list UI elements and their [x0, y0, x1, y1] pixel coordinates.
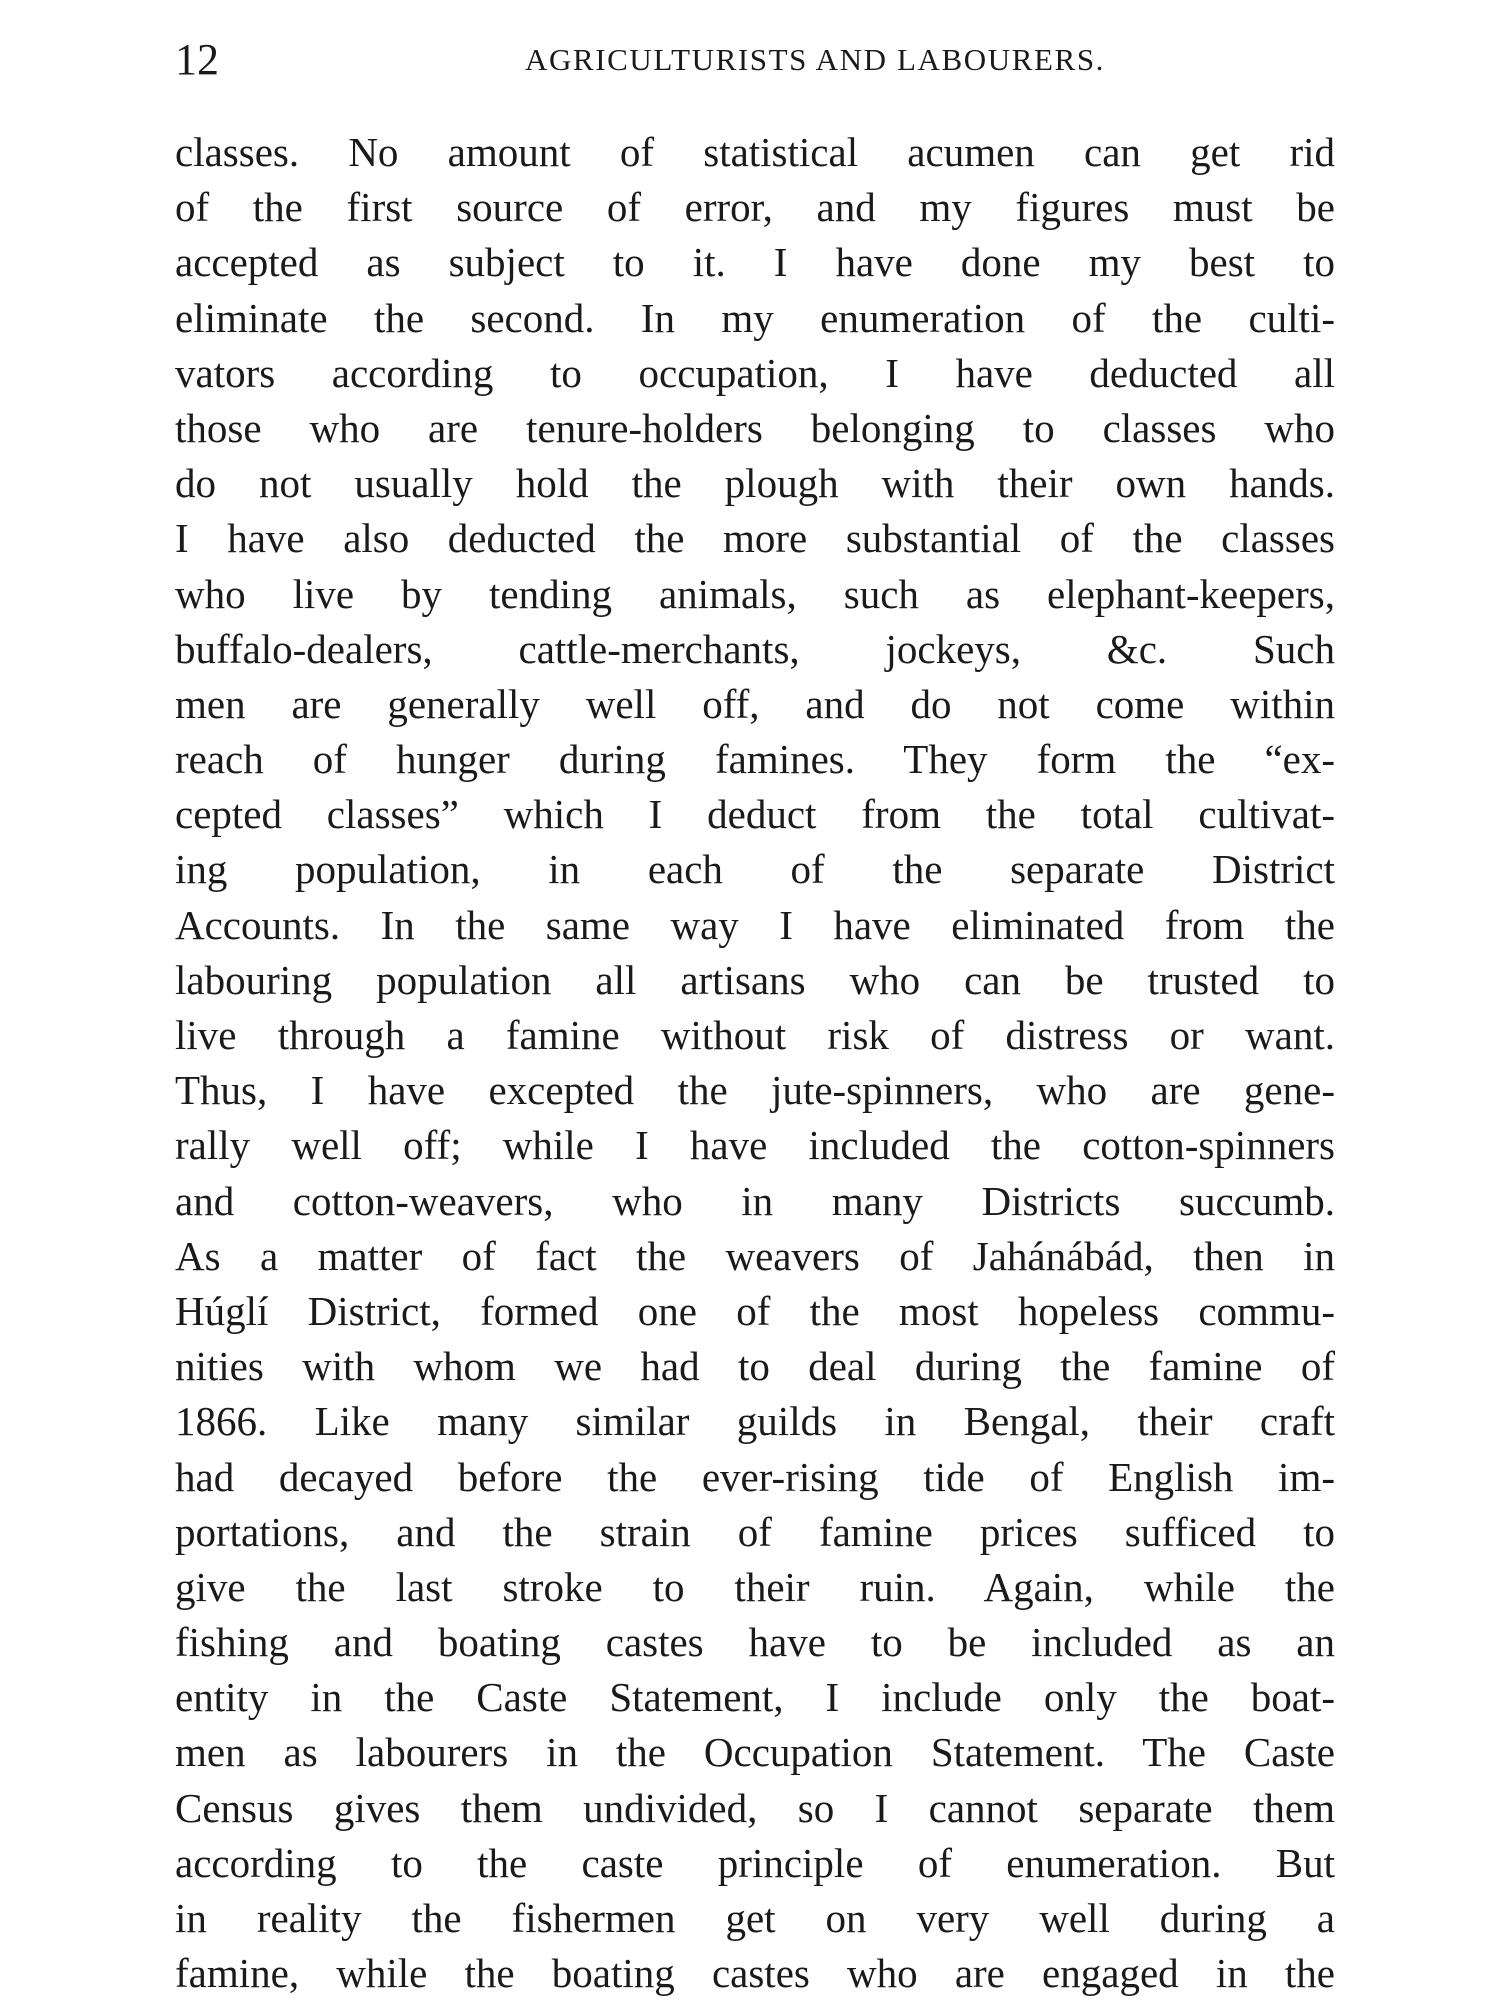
text-line: nities with whom we had to deal during the famine of — [175, 1343, 1335, 1390]
text-line: ing population, in each of the separate District — [175, 846, 1335, 893]
text-line: do not usually hold the plough with their own hands. — [175, 460, 1335, 507]
text-line: labouring population all artisans who can be trusted to — [175, 956, 1335, 1003]
page-number: 12 — [175, 35, 219, 84]
text-line: entity in the Caste Statement, I include only the boat- — [175, 1674, 1335, 1721]
text-line: men are generally well off, and do not come within — [175, 680, 1335, 727]
text-line: had decayed before the ever-rising tide of English im- — [175, 1453, 1335, 1500]
running-head: AGRICULTURISTS AND LABOURERS. — [524, 42, 1106, 77]
text-line: who live by tending animals, such as elephant-keepers, — [175, 570, 1335, 617]
text-line: classes. No amount of statistical acumen can get rid — [175, 129, 1335, 175]
text-line: give the last stroke to their ruin. Again, while the — [175, 1563, 1335, 1610]
text-line: and cotton-weavers, who in many Districts succumb. — [175, 1177, 1335, 1224]
text-line: buffalo-dealers, cattle-merchants, jockeys, &c. Such — [175, 625, 1335, 672]
text-line: rally well off; while I have included the cotton-spinners — [175, 1122, 1335, 1169]
text-line: Census gives them undivided, so I cannot separate them — [175, 1784, 1335, 1831]
text-line: cepted classes” which I deduct from the total cultivat- — [175, 791, 1335, 838]
text-line: in reality the fishermen get on very well during a — [175, 1895, 1335, 1941]
text-line: according to the caste principle of enumeration. But — [175, 1839, 1335, 1886]
text-line: eliminate the second. In my enumeration of the culti- — [175, 294, 1335, 341]
text-line: famine, while the boating castes who are engaged in the — [175, 1950, 1335, 1997]
text-line: of the first source of error, and my figures must be — [175, 184, 1335, 231]
text-line: men as labourers in the Occupation Statement. The Caste — [175, 1729, 1335, 1776]
text-line: Accounts. In the same way I have eliminated from the — [175, 901, 1335, 948]
text-line: Húglí District, formed one of the most hopeless commu- — [175, 1287, 1335, 1334]
text-line: I have also deducted the more substantial of the classes — [175, 515, 1335, 562]
body-text — [175, 125, 1335, 2001]
text-line: portations, and the strain of famine prices sufficed to — [175, 1508, 1335, 1555]
text-line: those who are tenure-holders belonging to classes who — [175, 404, 1335, 451]
text-line: reach of hunger during famines. They form the “ex- — [175, 736, 1335, 783]
text-line: accepted as subject to it. I have done my best to — [175, 239, 1335, 286]
text-line: Thus, I have excepted the jute-spinners, who are gene- — [175, 1067, 1335, 1114]
text-line: vators according to occupation, I have deducted all — [175, 349, 1335, 396]
page-header — [175, 30, 1335, 90]
text-line: live through a famine without risk of distress or want. — [175, 1012, 1335, 1058]
text-line: As a matter of fact the weavers of Jahánábád, then in — [175, 1232, 1335, 1279]
text-line: 1866. Like many similar guilds in Bengal, their craft — [175, 1398, 1335, 1445]
text-line: fishing and boating castes have to be included as an — [175, 1619, 1335, 1666]
